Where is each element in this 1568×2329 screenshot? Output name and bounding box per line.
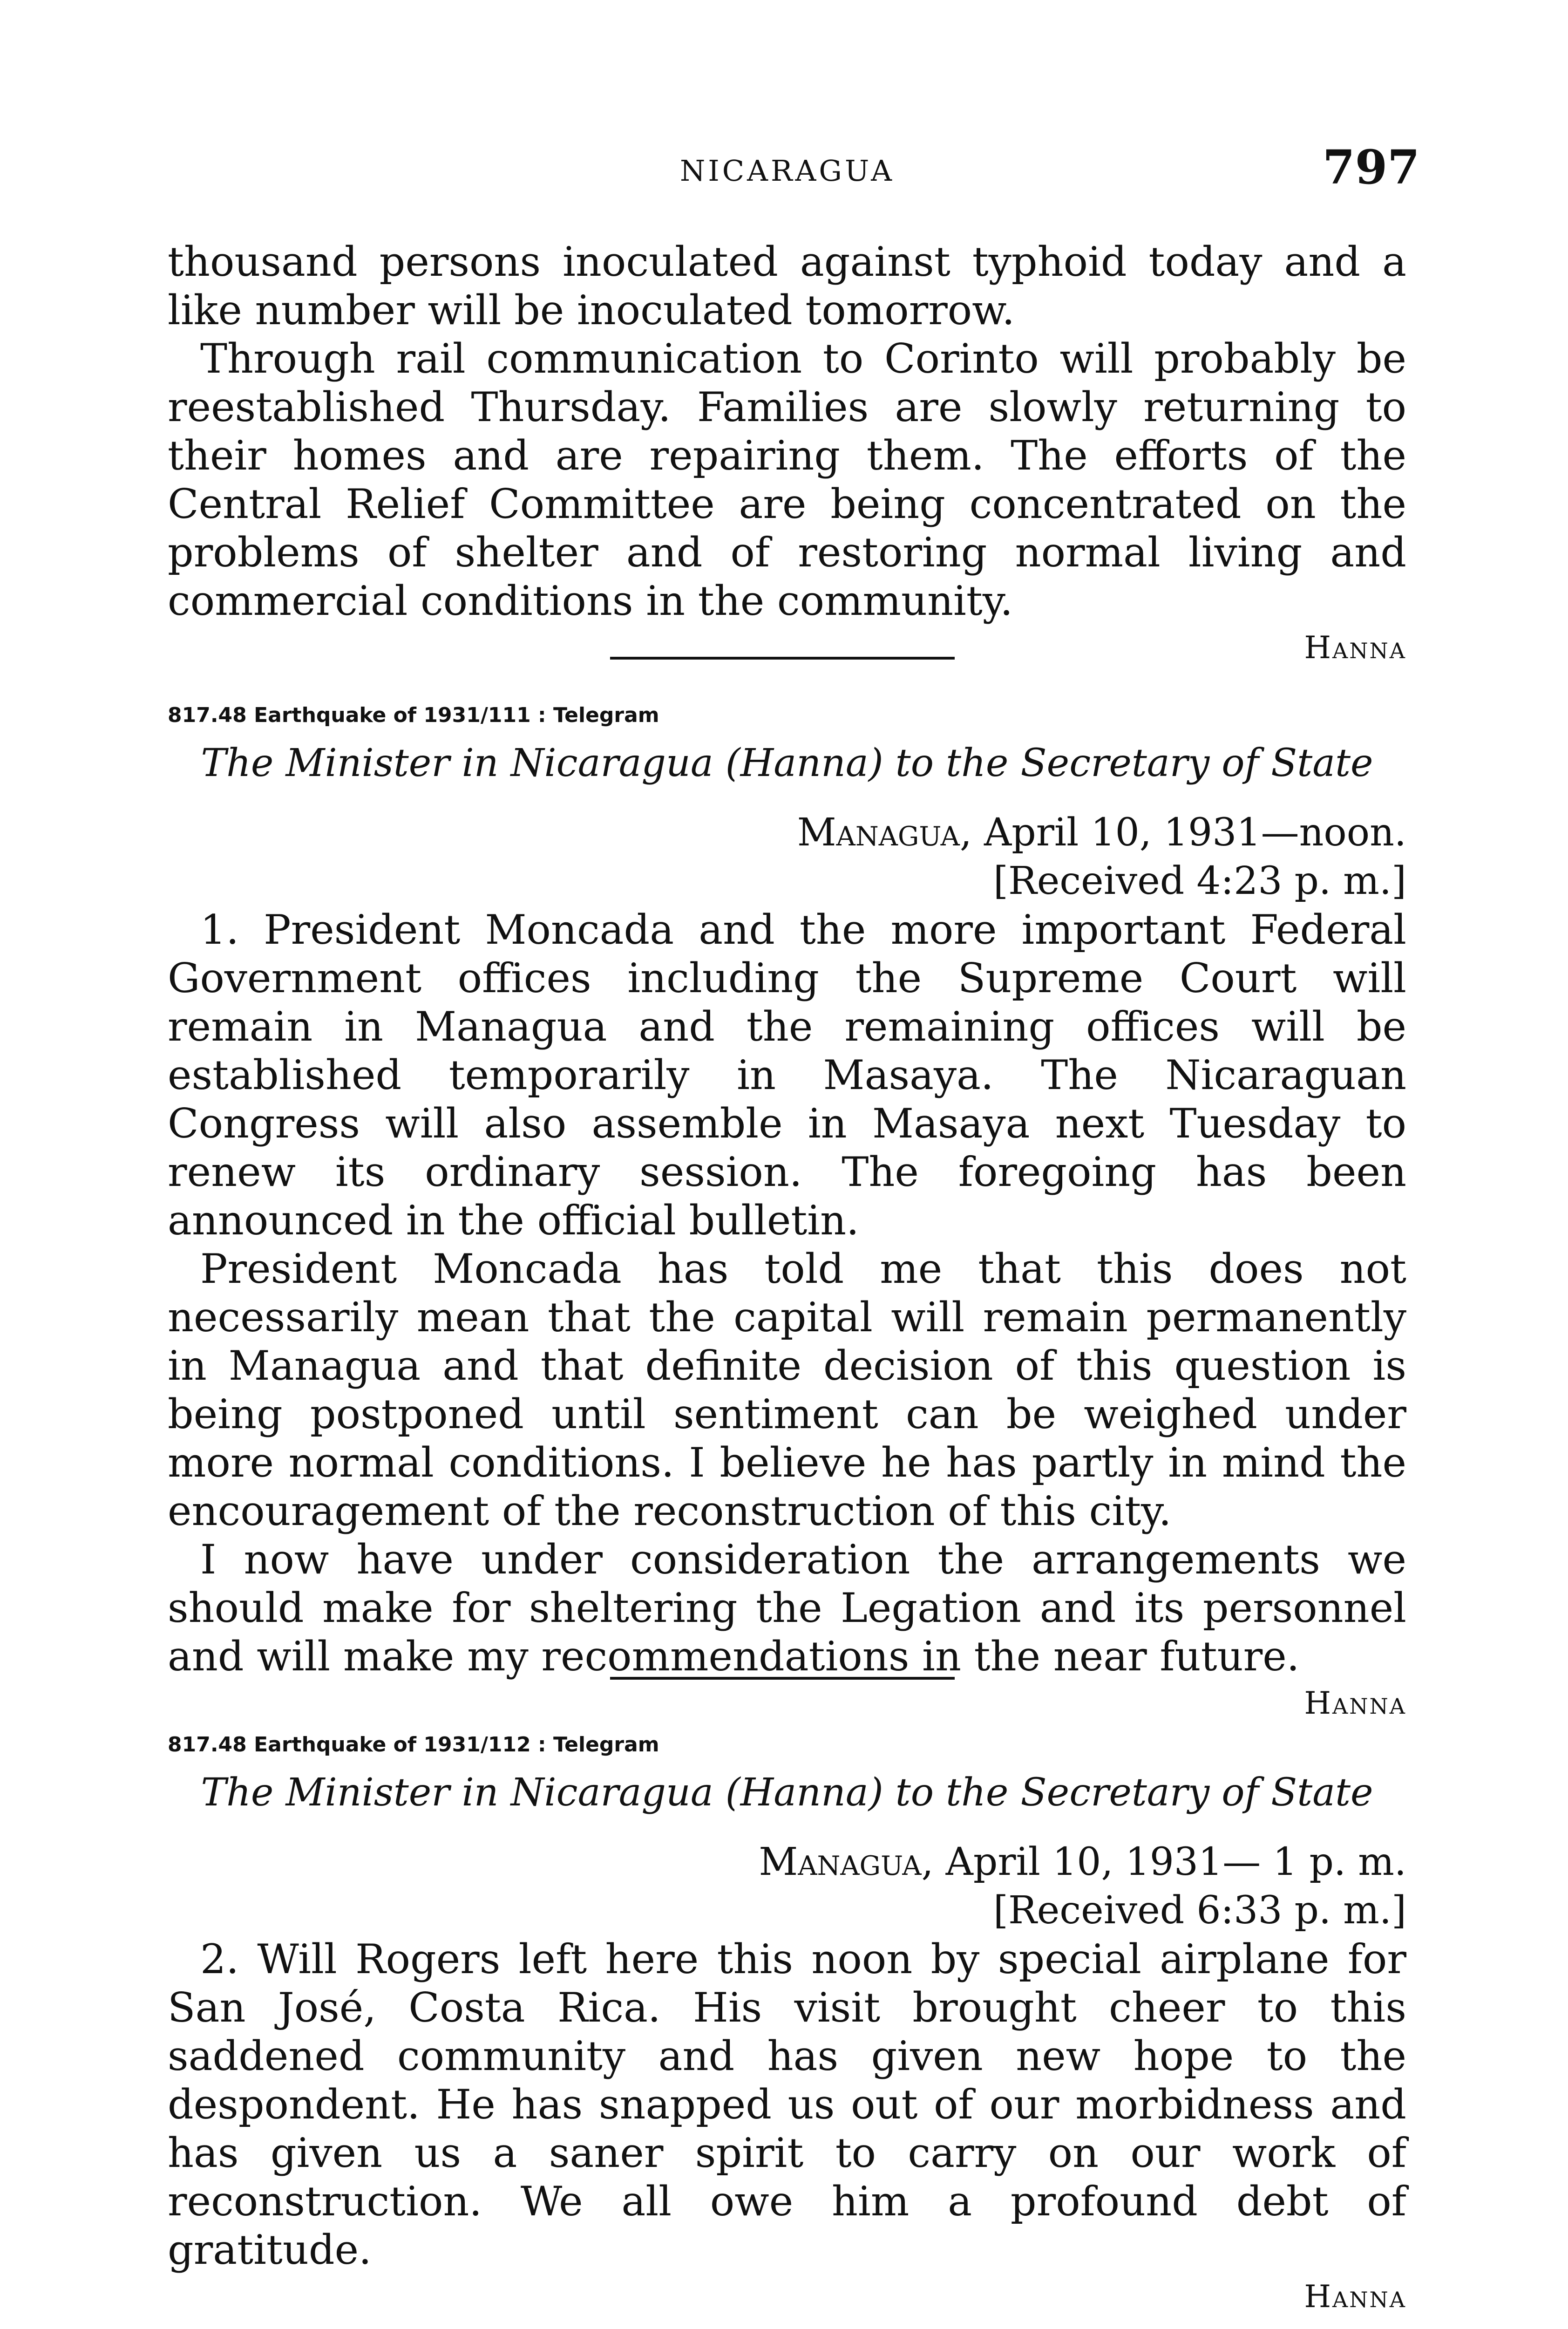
telegram-caption: The Minister in Nicaragua (Hanna) to the Secretary of State: [201, 741, 1373, 785]
file-reference: 817.48 Earthquake of 1931/111 : Telegram: [168, 703, 659, 727]
telegram-paragraph-2: President Moncada has told me that this does not necessarily mean that the capital will remain permanently in Managua and that definite decision of this question is being postponed until sentiment can be weighed under more normal conditions. I believe he has partly in mind the encouragement of the reconstruction of this city.: [168, 1245, 1406, 1535]
signature-hanna-3: Hanna: [1304, 2279, 1406, 2315]
telegram-112: [168, 1733, 1406, 2315]
received-time: [Received 4:23 p. m.]: [993, 859, 1406, 903]
telegram-paragraph-1: 1. President Moncada and the more important Federal Government offices including the Supreme Court will remain in Managua and the remaining offices will be established temporarily in Masaya. The Nicaraguan Congress will also assemble in Masaya next Tuesday to renew its ordinary session. The foregoing has been announced in the official bulletin.: [168, 906, 1406, 1244]
dateline: [168, 1838, 1406, 1886]
dateline-place: Managua: [797, 810, 960, 855]
telegram-caption: The Minister in Nicaragua (Hanna) to the Secretary of State: [201, 1771, 1373, 1815]
received-time: [Received 6:33 p. m.]: [993, 1888, 1406, 1933]
telegram-paragraph-3: I now have under consideration the arrangements we should make for sheltering the Legation and its personnel and will make my recommendations in the near future.: [168, 1536, 1406, 1680]
dateline: [168, 809, 1406, 857]
continuation-paragraph: thousand persons inoculated against typhoid today and a like number will be inoculated tomorrow.: [168, 238, 1406, 334]
section-continuation: [168, 238, 1406, 666]
dateline-date: , April 10, 1931— 1 p. m.: [921, 1840, 1406, 1884]
telegram-paragraph-1: 2. Will Rogers left here this noon by special airplane for San José, Costa Rica. His visit brought cheer to this saddened community and has given new hope to the despondent. He has snapped us out of our morbidness and has given us a saner spirit to carry on our work of reconstruction. We all owe him a profound debt of gratitude.: [168, 1935, 1406, 2274]
page-number: 797: [1323, 140, 1420, 195]
telegram-111: [168, 703, 1406, 1721]
section-divider-1: [610, 657, 955, 660]
dateline-place: Managua: [759, 1840, 922, 1884]
file-reference: 817.48 Earthquake of 1931/112 : Telegram: [168, 1733, 659, 1757]
signature-hanna-1: Hanna: [1304, 630, 1406, 666]
dateline-date: , April 10, 1931—noon.: [959, 810, 1406, 855]
section-divider-2: [610, 1677, 955, 1680]
signature-hanna-2: Hanna: [1304, 1685, 1406, 1721]
running-header-title: NICARAGUA: [680, 154, 895, 188]
rail-paragraph: Through rail communication to Corinto will probably be reestablished Thursday. Families are slowly returning to their homes and are repairing them. The efforts of the Central Relief Committee are being concentrated on the problems of shelter and of restoring normal living and commercial conditions in the community.: [168, 335, 1406, 625]
